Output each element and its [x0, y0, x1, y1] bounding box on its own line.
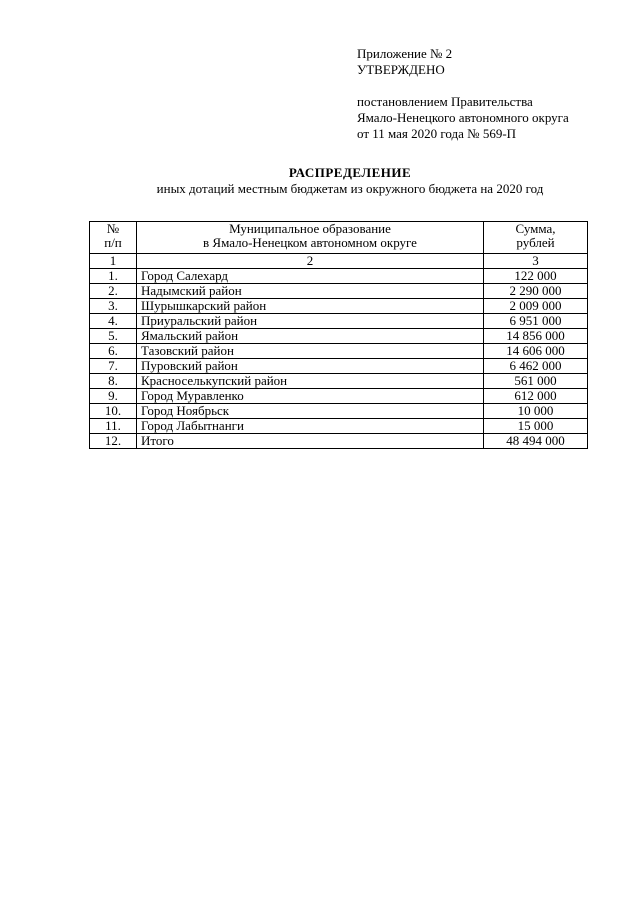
title-subtitle: иных дотаций местным бюджетам из окружного бюджета на 2020 год — [156, 181, 544, 196]
row-number: 2. — [90, 284, 137, 299]
row-number: 9. — [90, 389, 137, 404]
row-municipality: Шурышкарский район — [137, 299, 484, 314]
row-sum: 122 000 — [484, 269, 588, 284]
table-header-row — [90, 222, 588, 254]
row-municipality: Город Лабытнанги — [137, 419, 484, 434]
table-row — [90, 374, 588, 389]
row-number: 10. — [90, 404, 137, 419]
approved-label: УТВЕРЖДЕНО — [357, 62, 445, 77]
row-number: 5. — [90, 329, 137, 344]
approval-block — [357, 46, 627, 142]
row-municipality: Красноселькупский район — [137, 374, 484, 389]
header-sum-line-2: рублей — [516, 235, 555, 250]
header-sum — [484, 222, 588, 254]
row-sum: 10 000 — [484, 404, 588, 419]
header-municipality-line-1: Муниципальное образование — [229, 221, 391, 236]
row-number: 3. — [90, 299, 137, 314]
table-row — [90, 404, 588, 419]
approval-line-3: от 11 мая 2020 года № 569-П — [357, 126, 517, 141]
header-sum-line-1: Сумма, — [515, 221, 556, 236]
header-municipality — [137, 222, 484, 254]
header-municipality-line-2: в Ямало-Ненецком автономном округе — [203, 235, 417, 250]
table-row — [90, 299, 588, 314]
row-sum: 612 000 — [484, 389, 588, 404]
column-index-2: 2 — [137, 254, 484, 269]
approval-line-1: постановлением Правительства — [357, 94, 533, 109]
row-municipality: Город Муравленко — [137, 389, 484, 404]
title-main: РАСПРЕДЕЛЕНИЕ — [288, 165, 412, 180]
row-sum: 6 951 000 — [484, 314, 588, 329]
row-municipality: Тазовский район — [137, 344, 484, 359]
row-sum: 6 462 000 — [484, 359, 588, 374]
row-municipality: Надымский район — [137, 284, 484, 299]
table-row — [90, 359, 588, 374]
row-municipality: Итого — [137, 434, 484, 449]
row-municipality: Пуровский район — [137, 359, 484, 374]
approval-spacer — [357, 78, 627, 94]
document-title — [0, 165, 640, 197]
row-municipality: Ямальский район — [137, 329, 484, 344]
row-sum: 14 856 000 — [484, 329, 588, 344]
column-index-row — [90, 254, 588, 269]
table-row — [90, 419, 588, 434]
table-row — [90, 284, 588, 299]
appendix-label: Приложение № 2 — [357, 46, 453, 61]
row-number: 4. — [90, 314, 137, 329]
table-row — [90, 314, 588, 329]
row-number: 6. — [90, 344, 137, 359]
column-index-1: 1 — [90, 254, 137, 269]
row-number: 1. — [90, 269, 137, 284]
row-municipality: Приуральский район — [137, 314, 484, 329]
row-municipality: Город Салехард — [137, 269, 484, 284]
row-sum: 15 000 — [484, 419, 588, 434]
row-number: 11. — [90, 419, 137, 434]
column-index-3: 3 — [484, 254, 588, 269]
row-number: 7. — [90, 359, 137, 374]
table-row — [90, 344, 588, 359]
table-row — [90, 269, 588, 284]
table-row-total — [90, 434, 588, 449]
distribution-table — [89, 221, 588, 449]
row-sum: 2 009 000 — [484, 299, 588, 314]
table-row — [90, 389, 588, 404]
header-number-line-2: п/п — [104, 235, 122, 250]
row-sum: 561 000 — [484, 374, 588, 389]
row-number: 8. — [90, 374, 137, 389]
row-sum: 48 494 000 — [484, 434, 588, 449]
approval-line-2: Ямало-Ненецкого автономного округа — [357, 110, 569, 125]
header-number — [90, 222, 137, 254]
header-number-line-1: № — [106, 221, 120, 236]
table-row — [90, 329, 588, 344]
row-municipality: Город Ноябрьск — [137, 404, 484, 419]
row-number: 12. — [90, 434, 137, 449]
row-sum: 14 606 000 — [484, 344, 588, 359]
row-sum: 2 290 000 — [484, 284, 588, 299]
